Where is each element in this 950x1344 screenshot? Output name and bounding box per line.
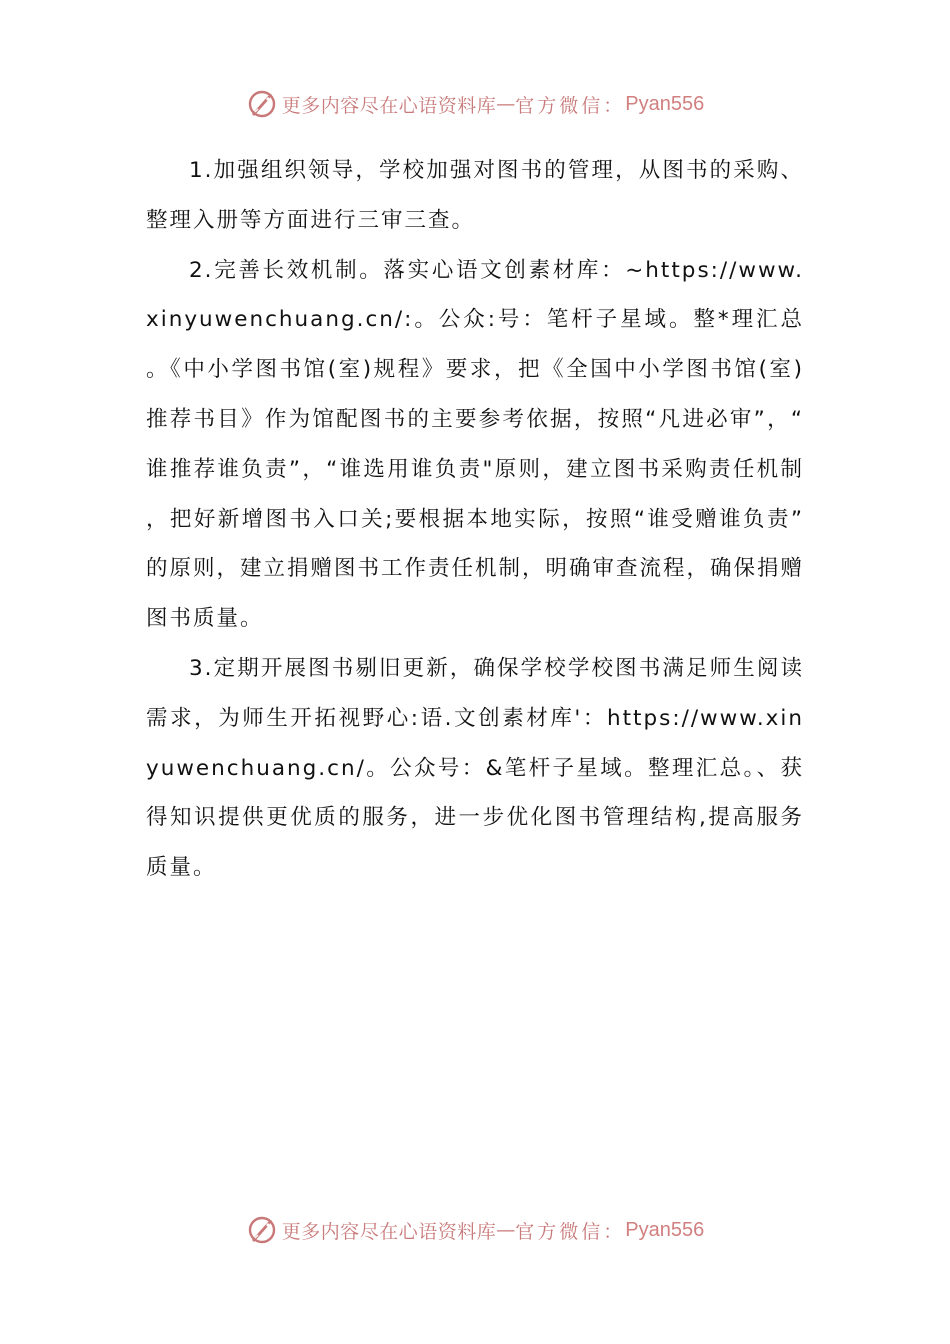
header-watermark — [0, 84, 950, 124]
header-dash: — — [496, 93, 516, 115]
footer-watermark — [0, 1210, 950, 1250]
pen-nib-logo-icon — [246, 88, 278, 120]
paragraph-1: 1.加强组织领导，学校加强对图书的管理，从图书的采购、整理入册等方面进行三审三查。 — [146, 158, 804, 233]
pen-nib-logo-icon — [246, 1214, 278, 1246]
header-wechat-id: Pyan556 — [625, 92, 705, 115]
footer-wechat-label: 官方微信： — [515, 1220, 626, 1243]
footer-dash: — — [496, 1219, 516, 1241]
footer-wechat-id: Pyan556 — [625, 1218, 705, 1241]
paragraph-3: 3.定期开展图书剔旧更新，确保学校学校图书满足师生阅读需求，为师生开拓视野心:语.文创素材库'：https://www.xinyuwenchuang.cn/。公众号：&笔杆子星域。整理汇总。、获得知识提供更优质的服务，进一步优化图书管理结构,提高服务质量。 — [146, 655, 804, 881]
header-brand-text: 更多内容尽在心语资料库 — [281, 94, 497, 117]
paragraph-2: 2.完善长效机制。落实心语文创素材库：~https://www.xinyuwenchuang.cn/:。公众:号：笔杆子星域。整*理汇总。《中小学图书馆(室)规程》要求，把《全国中小学图书馆(室)推荐书目》作为馆配图书的主要参考依据，按照“凡进必审”，“谁推荐谁负责”，“谁选用谁负责"原则，建立图书采购责任机制，把好新增图书入口关;要根据本地实际，按照“谁受赠谁负责”的原则，建立捐赠图书工作责任机制，明确审查流程，确保捐赠图书质量。 — [146, 257, 805, 632]
document-body — [146, 146, 804, 893]
header-wechat-label: 官方微信： — [515, 94, 626, 117]
footer-brand-text: 更多内容尽在心语资料库 — [281, 1220, 497, 1243]
